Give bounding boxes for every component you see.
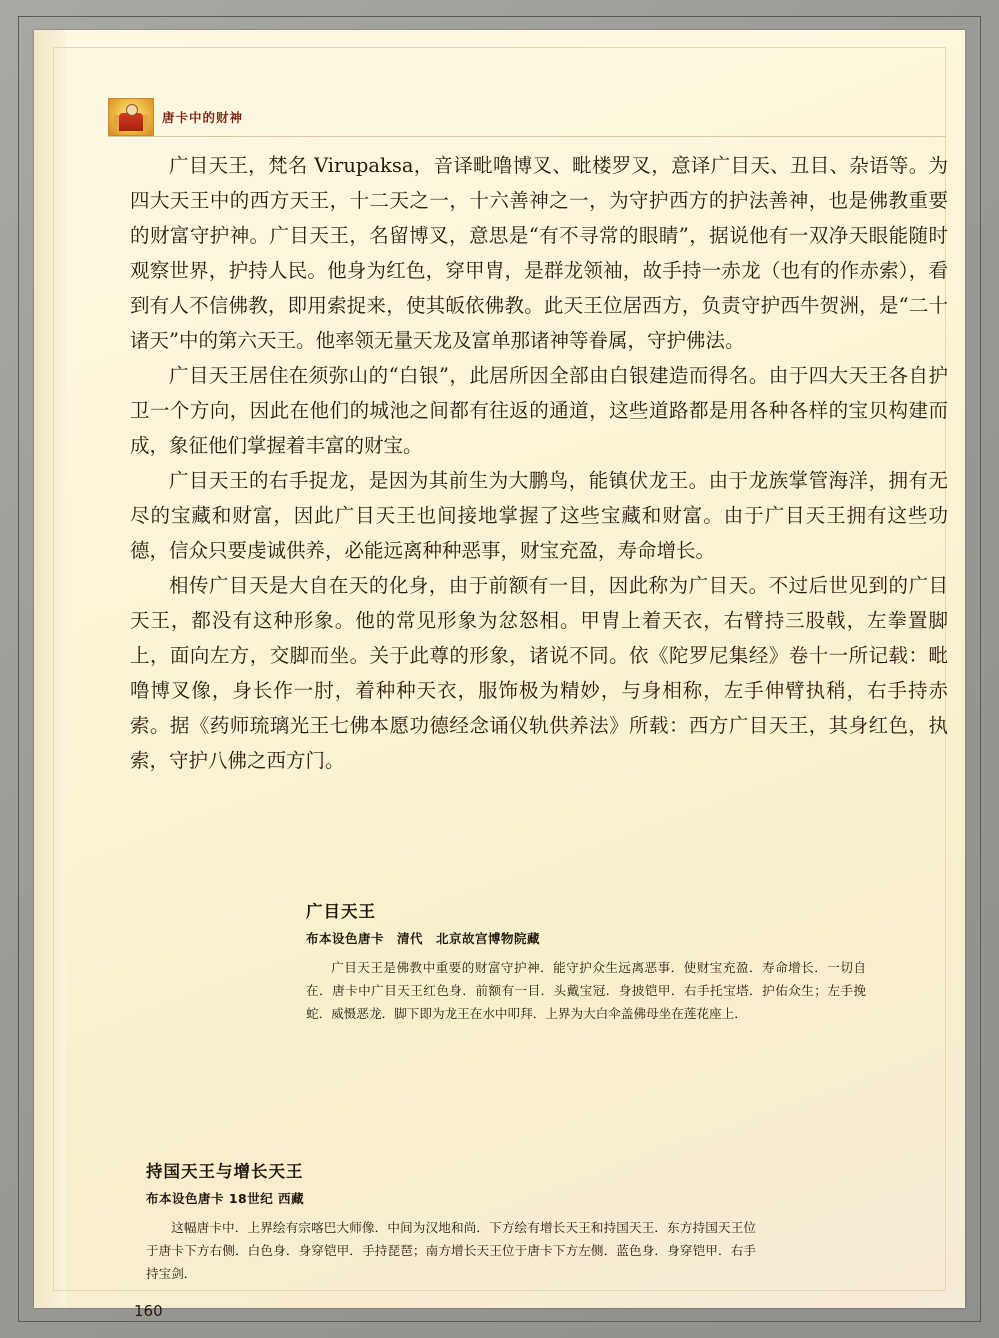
main-body-text [130,148,948,778]
running-head-title: 唐卡中的财神 [162,110,244,125]
book-page [34,30,965,1320]
page-number: 160 [134,1302,163,1320]
caption-subtitle: 布本设色唐卡 18世纪 西藏 [146,1191,305,1206]
caption-subtitle: 布本设色唐卡 清代 北京故宫博物院藏 [306,931,541,946]
header-divider [108,136,946,137]
body-paragraph: 广目天王的右手捉龙，是因为其前生为大鹏鸟，能镇伏龙王。由于龙族掌管海洋，拥有无尽的宝藏和财富，因此广目天王也间接地掌握了这些宝藏和财富。由于广目天王拥有这些功德，信众只要虔诚供养，必能远离种种恶事，财宝充盈，寿命增长。 [130,469,948,562]
figure-caption-block-2 [146,1158,756,1285]
figure-caption-block-1 [306,898,866,1025]
caption-body: 广目天王是佛教中重要的财富守护神．能守护众生远离恶事．使财宝充盈．寿命增长．一切自在．唐卡中广目天王红色身．前额有一目．头戴宝冠．身披铠甲．右手托宝塔．护佑众生；左手挽蛇．威慑恶龙．脚下即为龙王在水中叩拜．上界为大白伞盖佛母坐在莲花座上． [306,960,866,1021]
deity-head-icon [126,104,138,116]
body-paragraph: 广目天王居住在须弥山的“白银”，此居所因全部由白银建造而得名。由于四大天王各自护卫一个方向，因此在他们的城池之间都有往返的通道，这些道路都是用各种各样的宝贝构建而成，象征他们掌握着丰富的财宝。 [130,364,948,457]
thangka-deity-icon [108,98,154,136]
page-header [108,98,243,136]
caption-title: 广目天王 [306,902,376,921]
body-paragraph: 广目天王，梵名 Virupaksa，音译毗噜博叉、毗楼罗叉，意译广目天、丑目、杂语等。为四大天王中的西方天王，十二天之一，十六善神之一，为守护西方的护法善神，也是佛教重要的财富守护神。广目天王，名留博叉，意思是“有不寻常的眼睛”，据说他有一双净天眼能随时观察世界，护持人民。他身为红色，穿甲胄，是群龙领袖，故手持一赤龙（也有的作赤索），看到有人不信佛教，即用索捉来，使其皈依佛教。此天王位居西方，负责守护西牛贺洲，是“二十诸天”中的第六天王。他率领无量天龙及富单那诸神等眷属，守护佛法。 [130,154,948,352]
caption-body: 这幅唐卡中．上界绘有宗喀巴大师像．中间为汉地和尚．下方绘有增长天王和持国天王．东方持国天王位于唐卡下方右侧．白色身．身穿铠甲．手持琵琶；南方增长天王位于唐卡下方左侧．蓝色身．身穿铠甲．右手持宝剑． [146,1220,756,1281]
caption-title: 持国天王与增长天王 [146,1162,304,1181]
body-paragraph: 相传广目天是大自在天的化身，由于前额有一目，因此称为广目天。不过后世见到的广目天王，都没有这种形象。他的常见形象为忿怒相。甲胄上着天衣，右臂持三股戟，左拳置脚上，面向左方，交脚而坐。关于此尊的形象，诸说不同。依《陀罗尼集经》卷十一所记载：毗噜博叉像，身长作一肘，着种种天衣，服饰极为精妙，与身相称，左手伸臂执稍，右手持赤索。据《药师琉璃光王七佛本愿功德经念诵仪轨供养法》所载：西方广目天王，其身红色，执索，守护八佛之西方门。 [130,574,948,772]
